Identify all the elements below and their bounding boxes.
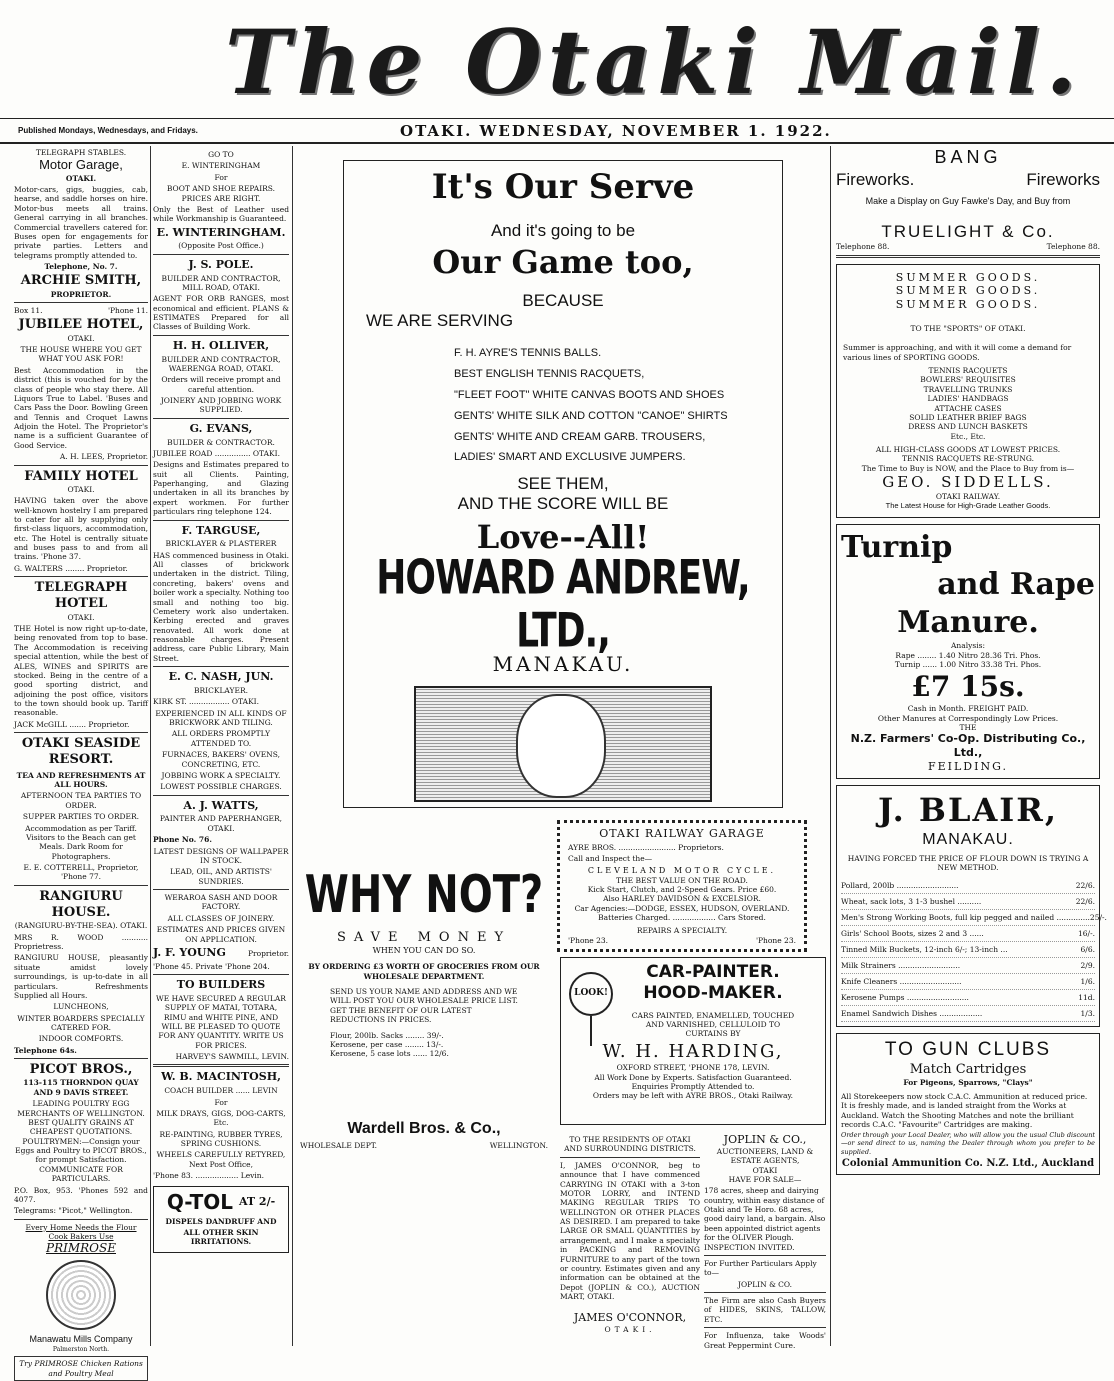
ad-telephone: Telephone 88. (1046, 242, 1100, 252)
price-item: Flour, 200lb. Sacks ........ 39/-. (330, 1030, 444, 1040)
ad-name: H. H. OLLIVER, (172, 338, 270, 352)
ad-line: Analysis: (951, 641, 985, 651)
ad-subtitle: Match Cartridges (909, 1062, 1027, 1078)
ad-line: AND THE SCORE WILL BE (457, 494, 669, 514)
masthead (0, 0, 1114, 120)
ad-fireworks (836, 146, 1100, 252)
ad-headline: Turnip (841, 529, 953, 565)
column-1 (14, 148, 148, 1381)
summer-item: ATTACHE CASES (934, 403, 1002, 413)
ad-headline: Love--All! (476, 518, 650, 557)
ad-line: THE BEST VALUE ON THE ROAD. (616, 875, 748, 885)
ad-name: F. TARGUSE, (181, 523, 261, 537)
ad-line: BOOT AND SHOE REPAIRS. PRICES ARE RIGHT. (166, 184, 276, 203)
ad-name: GEO. SIDDELLS. (882, 473, 1054, 492)
price-value: 6/6. (1080, 945, 1095, 955)
ad-item: LADIES' SMART AND EXCLUSIVE JUMPERS. (454, 451, 686, 464)
ad-telephone: Telephone, No. 7. (44, 262, 118, 271)
summer-item: LADIES' HANDBAGS (927, 394, 1009, 404)
ad-line: SUPPER PARTIES TO ORDER. (22, 812, 140, 822)
ad-line: TENNIS RACQUETS RE-STRUNG. (902, 454, 1034, 464)
ad-proprietor: AYRE BROS. ........................ Proprietors. (568, 842, 724, 852)
price-label: Milk Strainers .......................... (841, 961, 961, 971)
price-list (330, 1031, 548, 1059)
ad-location: OTAKI. (604, 1325, 656, 1335)
ad-subtitle: PAINTER AND PAPERHANGER, OTAKI. (159, 814, 283, 833)
ad-line: REPAIRS A SPECIALTY. (636, 926, 728, 936)
ad-line: Orders may be left with AYRE BROS., Otaki Railway. (592, 1091, 794, 1101)
ad-subtitle: BRICKLAYER. (193, 685, 248, 695)
ad-subtitle: BUILDER AND CONTRACTOR, WAERENGA ROAD, OTAKI. (161, 354, 281, 373)
summer-item: DRESS AND LUNCH BASKETS (908, 422, 1028, 432)
ad-body: CARS PAINTED, ENAMELLED, TOUCHED AND VARNISHED, CELLULOID TO CURTAINS BY (631, 1010, 795, 1039)
ad-line: WINTER BOARDERS SPECIALLY CATERED FOR. (17, 1013, 145, 1032)
ad-line: JOINERY AND JOBBING WORK SUPPLIED. (160, 396, 282, 415)
ad-line: INDOOR COMFORTS. (38, 1034, 124, 1044)
price-row (841, 878, 1095, 894)
ad-body: HAVING taken over the above well-known hostelry I am prepared to cater for all by supplying only first-class liquors, accommodation, etc. The Hotel is centrally situate and buses pass to and from all trains. 'Phone 37. (14, 496, 148, 562)
ad-footer: For Influenza, take Woods' Great Peppermint Cure. (704, 1331, 826, 1350)
dateline (0, 118, 1114, 144)
ad-phone: 'Phone 45. Private 'Phone 204. (153, 961, 270, 971)
ad-line: LATEST DESIGNS OF WALLPAPER IN STOCK. (153, 846, 289, 865)
ad-line: WE ARE SERVING (366, 311, 514, 330)
ad-line: SAVE MONEY (336, 930, 512, 945)
ad-subtitle: BRICKLAYER & PLASTERER (165, 539, 277, 549)
summer-item: TRAVELLING TRUNKS (923, 384, 1013, 394)
ad-body: All Storekeepers now stock C.A.C. Ammunition at reduced price. It is freshly made, and is landed straight from the Works at Auckland. Watch the Shooting Matches and note the brilliant records C.A.C. "Favourite" Cartridges are making. (841, 1091, 1088, 1129)
ad-headline: Fireworks. (836, 169, 915, 189)
ad-line: CLEVELAND MOTOR CYCLE. (587, 865, 777, 875)
ad-line: Other Manures at Correspondingly Low Prices. (877, 713, 1059, 723)
ad-item: GENTS' WHITE AND CREAM GARB. TROUSERS, (454, 430, 706, 443)
ad-body: THE Hotel is now right up-to-date, being renovated from top to base. The Accommodation is receiving special attention, while the best of ALES, WINES and SPIRITS are stocked. Being in the centre of a good sporting district, and adjoining the post office, visitors to the town should book up. Tariff reasonable. (14, 624, 148, 718)
firm-name: TRUELIGHT & Co. (881, 222, 1055, 241)
ad-price: £7 15s. (911, 670, 1025, 704)
firm-name: N.Z. Farmers' Co-Op. Distributing Co., Ltd., (850, 732, 1086, 760)
ad-location: OTAKI. (67, 612, 95, 622)
house-title: RANGIURU HOUSE. (39, 888, 123, 920)
ad-line: The Time to Buy is NOW, and the Place to Buy from is— (861, 463, 1075, 473)
ad-railway-garage (557, 820, 807, 952)
face-illustration (414, 686, 712, 802)
ad-line: WHEELS CAREFULLY RETYRED, Next Post Office, (156, 1150, 286, 1169)
ad-heading: HAVING FORCED THE PRICE OF FLOUR DOWN IS TRYING A NEW METHOD. (847, 853, 1089, 872)
ad-line: For (214, 172, 228, 182)
ad-line: ALL ORDERS PROMPTLY ATTENDED TO. (171, 729, 271, 748)
analysis-row: Rape ........ 1.40 Nitro 28.36 Tri. Phos. (895, 650, 1041, 660)
summer-item: SOLID LEATHER BRIEF BAGS (909, 412, 1027, 422)
analysis-row: Turnip ...... 1.00 Nitro 33.38 Tri. Phos. (894, 659, 1042, 669)
ad-line: And it's going to be (490, 221, 636, 240)
ad-headline: BANG (934, 147, 1002, 167)
ad-line: The Firm are also Cash Buyers of HIDES, SKINS, TALLOW, ETC. (704, 1296, 826, 1324)
ad-line: TO THE "SPORTS" OF OTAKI. (910, 323, 1026, 333)
ad-heading: TELEGRAPH STABLES. (35, 148, 127, 157)
ad-body: AGENT FOR ORB RANGES, most economical and efficient. PLANS & ESTIMATES Prepared for all Classes of Building Work. (153, 294, 289, 332)
ad-item: BEST ENGLISH TENNIS RACQUETS, (454, 367, 645, 380)
ad-telephone: Telephone 88. (836, 242, 890, 252)
ad-name: J. S. POLE. (188, 257, 254, 271)
ad-signature: HARVEY'S SAWMILL, LEVIN. (175, 1052, 289, 1061)
ad-location: OTAKI (752, 1165, 778, 1175)
ad-proprietress: MRS R. WOOD ........... Proprietress. (14, 932, 148, 951)
flour-sack-emblem (46, 1260, 116, 1330)
ad-title: OTAKI RAILWAY GARAGE (599, 827, 765, 840)
ad-line: ESTIMATES AND PRICES GIVEN ON APPLICATION. (156, 925, 286, 944)
ad-name: JOPLIN & CO., (723, 1133, 807, 1146)
price-label: Wheat, sack lots, 3 1-3 bushel .......... (841, 897, 982, 907)
firm-name: Colonial Ammunition Co. N.Z. Ltd., Auckland (841, 1157, 1095, 1169)
ad-line: DISPELS DANDRUFF AND (165, 1216, 277, 1226)
ad-line: SUMMER GOODS. (895, 298, 1041, 312)
picot-title: PICOT BROS., (29, 1062, 133, 1078)
ad-body: HAS commenced business in Otaki. All classes of brickwork undertaken in the district. Tiling, concreting, bakers' ovens and boiler work a specialty. Nothing too small and nothing too big. Cemetery work also undertaken. Kerbing erected and graves renovated. All work done at reasonable charges. Present address, care Public Library, Main Street. (153, 550, 289, 663)
ad-body: Motor-cars, gigs, buggies, cab, hearse, and saddle horses on hire. Motor-bus meets all trains. General carrying in all branches. Commercial travellers catered for. Buses open for engagements for private parties. Letters and telegrams promptly attended to. (14, 185, 148, 260)
ad-line: Cook Bakers Use (48, 1232, 114, 1241)
ad-headline: and Rape (937, 567, 1095, 603)
firm-city: WELLINGTON. (489, 1140, 548, 1150)
ad-primrose (14, 1223, 148, 1381)
ad-joplin (704, 1133, 826, 1352)
ad-line: LUNCHEONS, (53, 1002, 109, 1012)
ad-subtitle: COACH BUILDER ...... LEVIN (164, 1086, 278, 1096)
hotel-title: TELEGRAPH HOTEL (34, 580, 128, 612)
ad-body: SEND US YOUR NAME AND ADDRESS AND WE WILL POST YOU OUR WHOLESALE PRICE LIST. GET THE BENEFIT OF OUR LATEST REDUCTIONS IN PRICES. (330, 987, 518, 1025)
ad-line: Every Home Needs the Flour (25, 1222, 137, 1232)
ad-address: JUBILEE ROAD ............... OTAKI. (153, 448, 280, 458)
price-label: Tinned Milk Buckets, 12-inch 6/-; 13-inch ... (841, 945, 1008, 955)
price-row (841, 942, 1095, 958)
ad-body: RANGIURU HOUSE, pleasantly situate amidst lovely surroundings, is up-to-date in all particulars. Refreshments Supplied all Hours. (14, 953, 148, 1000)
look-badge: LOOK! (569, 972, 613, 1016)
brand-name: PRIMROSE (46, 1241, 116, 1256)
ad-phone: 'Phone 23. (755, 935, 796, 945)
phone-number: 'Phone 11. (107, 306, 148, 315)
ad-oconnor (560, 1133, 700, 1335)
ad-line: GO TO (208, 150, 234, 159)
hotel-title: JUBILEE HOTEL, (18, 317, 144, 333)
ad-blair (836, 785, 1107, 1028)
ad-summer-goods (836, 264, 1100, 518)
publication-days: Published Mondays, Wednesdays, and Fridays. (18, 126, 198, 135)
ad-phone: 'Phone 23. (568, 935, 609, 945)
ad-line: For Pigeons, Sparrows, "Clays" (903, 1078, 1033, 1088)
price-value: 22/6. (1075, 897, 1095, 907)
ad-subtitle: (RANGIURU-BY-THE-SEA). OTAKI. (14, 921, 148, 931)
price-label: Enamel Sandwich Dishes .................. (841, 1009, 983, 1019)
ad-signature: JACK McGILL ....... Proprietor. (14, 719, 130, 729)
ad-location: OTAKI. (67, 333, 95, 343)
ad-phone: Phone No. 76. (153, 835, 212, 845)
company-location: Palmerston North. (52, 1345, 110, 1353)
ad-line: Cash in Month. FREIGHT PAID. (907, 704, 1029, 714)
ad-body: WE HAVE SECURED A REGULAR SUPPLY OF MATAI, TOTARA, RIMU and WHITE PINE, AND WILL BE PLEASED TO QUOTE FOR ANY QUANTITY. WRITE US FOR PRICES. (156, 993, 286, 1050)
price-row (841, 1006, 1095, 1022)
ad-headline: Our Game too, (432, 243, 694, 281)
column-right (836, 146, 1107, 1175)
ad-footer: The Latest House for High-Grade Leather Goods. (885, 501, 1051, 511)
ad-phone: 'Phone 83. .................. Levin. (153, 1171, 264, 1181)
ad-howard-andrew (343, 160, 783, 808)
price-row (841, 910, 1107, 926)
ad-item-list (454, 343, 782, 468)
ad-line: EXPERIENCED IN ALL KINDS OF BRICKWORK AND TILING. (155, 708, 287, 727)
ad-title: TO BUILDERS (176, 978, 266, 991)
ad-role: PROPRIETOR. (50, 289, 112, 299)
hotel-title: FAMILY HOTEL (24, 468, 138, 484)
ad-subtitle: AUCTIONEERS, LAND & ESTATE AGENTS, (716, 1146, 814, 1166)
painter-address: OXFORD STREET, 'PHONE 178, LEVIN. (616, 1063, 770, 1073)
price-row (841, 926, 1095, 942)
ad-name: A. J. WATTS, (183, 798, 259, 812)
ad-body: Only the Best of Leather used while Workmanship is Guaranteed. (153, 204, 289, 224)
product-name: Q-TOL (166, 1189, 233, 1214)
ad-title: Motor Garage, (39, 157, 123, 173)
ad-headline: J. BLAIR, (877, 790, 1058, 829)
price-value: 2/9. (1080, 961, 1095, 971)
ad-headline: Manure. (897, 604, 1039, 640)
face-icon (516, 694, 606, 798)
price-label: Men's Strong Working Boots, full kip pegged and nailed .............. (841, 913, 1090, 923)
ad-line: All Work Done by Experts. Satisfaction Guaranteed. (594, 1072, 792, 1082)
ad-body: Best Accommodation in the district (this is vouched for by the class of people who stay there. All Liquors True to Label. 'Buses and Cars Pass the Door. Bowling Green and Tennis and Croquet Lawns Adjoin the Hotel. The Proprietor's name is a sufficient Guarantee of Good Service. (14, 365, 148, 450)
ad-heading: TO THE RESIDENTS OF OTAKI AND SURROUNDING DISTRICTS. (564, 1135, 696, 1154)
ad-role: Proprietor. (247, 948, 289, 958)
summer-items (843, 366, 1093, 441)
price-value: 1/6. (1080, 977, 1095, 987)
ad-subtitle: TEA AND REFRESHMENTS AT ALL HOURS. (16, 770, 146, 789)
ad-address: KIRK ST. ................. OTAKI. (153, 697, 260, 707)
price-value: 11d. (1078, 993, 1095, 1003)
ad-line: FURNACES, BAKERS' OVENS, CONCRETING, ETC. (162, 750, 280, 769)
column-2 (153, 148, 289, 1253)
badge-pointer (590, 1016, 592, 1046)
company-name: Manawatu Mills Company (29, 1334, 133, 1345)
column-divider (292, 146, 293, 1346)
ad-line: BECAUSE (522, 291, 604, 310)
ad-item: GENTS' WHITE SILK AND COTTON "CANOE" SHIRTS (454, 409, 728, 422)
ad-headline: HOOD-MAKER. (643, 983, 783, 1004)
ad-subtitle: (Opposite Post Office.) (178, 241, 264, 251)
price-label: Knife Cleaners .......................... (841, 977, 962, 987)
ad-line: ALL OTHER SKIN IRRITATIONS. (183, 1227, 259, 1247)
ad-line: SEE THEM, (517, 474, 609, 494)
ad-subtitle: BUILDER AND CONTRACTOR, MILL ROAD, OTAKI. (161, 273, 281, 292)
price-value: 22/6. (1075, 881, 1095, 891)
ad-telegraph-stables (14, 148, 148, 183)
ad-body: LEADING POULTRY EGG MERCHANTS OF WELLINGTON. BEST QUALITY GRAINS AT CHEAPEST QUOTATIONS. POULTRYMEN:—Consign your Eggs and Poultry to PICOT BROS., for prompt Satisfaction. COMMUNICATE FOR PARTICULARS. (15, 1099, 147, 1184)
firm-town: MANAKAU. (492, 652, 634, 677)
price-row (841, 894, 1095, 910)
ad-line: THE (959, 723, 977, 732)
ad-line: Batteries Charged. .................. Cars Stored. (598, 913, 766, 922)
ad-body: Orders will receive prompt and careful attention. (161, 375, 281, 394)
ad-name: W. B. MACINTOSH, (161, 1070, 281, 1084)
ad-line: Make a Display on Guy Fawke's Day, and Buy from (865, 195, 1071, 206)
ad-wardell (300, 865, 548, 1150)
summer-item: Etc., Etc. (950, 431, 986, 441)
ad-headline: TO GUN CLUBS (884, 1039, 1052, 1061)
price-item: Kerosene, per case ........ 13/-. (330, 1039, 444, 1049)
ad-line: AFTERNOON TEA PARTIES TO ORDER. (20, 791, 142, 810)
ad-line: For (214, 1097, 228, 1107)
ad-address: 113-115 THORNDON QUAY AND 9 DAVIS STREET. (23, 1078, 139, 1097)
firm-name: Wardell Bros. & Co., (347, 1119, 501, 1137)
issue-date: OTAKI. WEDNESDAY, NOVEMBER 1. 1922. (400, 122, 832, 140)
ad-signature: G. WALTERS ........ Proprietor. (14, 563, 128, 573)
ad-address: OTAKI RAILWAY. (935, 491, 1001, 501)
ad-name: J. F. YOUNG (153, 945, 226, 959)
ad-telephone: Telephone 64s. (14, 1045, 77, 1055)
ad-line: LOWEST POSSIBLE CHARGES. (160, 782, 282, 792)
ad-body: I, JAMES O'CONNOR, beg to announce that I have commenced CARRYING IN OTAKI with a 3-ton MOTOR LORRY, and INTEND MAKING REGULAR TRIPS TO WELLINGTON OR OTHER PLACES AS DESIRED. I am prepared to take LARGE OR SMALL QUANTITIES by arrangement, and I make a specialty in PACKING and REMOVING FURNITURE to any part of the town or country. Estimates given and any information can be obtained at the Depot (JOPLIN & CO.), AUCTION MART, OTAKI. (560, 1160, 700, 1301)
ad-car-painter (560, 957, 826, 1125)
ad-name: G. EVANS, (189, 421, 253, 435)
ad-line: RE-PAINTING, RUBBER TYRES, SPRING CUSHIONS. (159, 1129, 283, 1148)
ad-qtol (153, 1186, 289, 1253)
ad-line: HAVE FOR SALE— (728, 1174, 802, 1184)
ad-name: ARCHIE SMITH, (20, 273, 142, 289)
ad-line: ALL CLASSES OF JOINERY. (167, 913, 275, 923)
painter-name: W. H. HARDING, (602, 1040, 784, 1062)
price-row (841, 974, 1095, 990)
ad-headline: WHY NOT? (304, 865, 544, 925)
summer-item: TENNIS RACQUETS (928, 366, 1008, 375)
ad-subtitle: BUILDER & CONTRACTOR. (167, 437, 275, 447)
price-list (841, 878, 1107, 1022)
price-value: 16/-. (1078, 929, 1095, 939)
ad-line: Call and Inspect the— (568, 854, 653, 864)
firm-dept: WHOLESALE DEPT. (300, 1140, 378, 1150)
ad-footer: Try PRIMROSE Chicken Rations and Poultry Meal (14, 1356, 148, 1381)
ad-line: MILK DRAYS, GIGS, DOG-CARTS, Etc. (156, 1108, 286, 1128)
ad-location: OTAKI. (67, 484, 95, 494)
firm-town: FEILDING. (928, 759, 1008, 773)
ad-signature: A. H. LEES, Proprietor. (59, 452, 148, 462)
ad-location: OTAKI. (65, 173, 97, 183)
ad-name: E. WINTERINGHAM. (156, 225, 286, 239)
ad-line: WHEN YOU CAN DO SO. (372, 946, 476, 956)
ad-line: WERAROA SASH AND DOOR FACTORY. (164, 893, 278, 912)
ad-tagline: THE HOUSE WHERE YOU GET WHAT YOU ASK FOR! (20, 345, 142, 364)
firm-name: HOWARD ANDREW, LTD., (376, 552, 750, 659)
column-divider (150, 146, 151, 1346)
ad-body: Accommodation as per Tariff. Visitors to the Beach can get Meals. Dark Room for Photographers. (25, 823, 137, 861)
price-row (841, 990, 1095, 1006)
price-value: 1/3. (1080, 1009, 1095, 1019)
price-item: Kerosene, 5 case lots ...... 12/6. (330, 1049, 449, 1059)
ad-line: ALL HIGH-CLASS GOODS AT LOWEST PRICES. (875, 445, 1061, 454)
ad-line: Enquiries Promptly Attended to. (631, 1081, 755, 1091)
price-row (841, 958, 1095, 974)
ad-item: F. H. AYRE'S TENNIS BALLS. (454, 347, 602, 359)
box-number: Box 11. (14, 306, 43, 315)
ad-body: 178 acres, sheep and dairying country, within easy distance of Otaki and Te Horo. 68 acres, good dairy land, a bargain. Also been appointed district agents for the OLIVER Plough. INSPECTION INVITED. (704, 1186, 826, 1252)
ad-line: Kick Start, Clutch, and 2-Speed Gears. Price £60. (587, 884, 777, 894)
ad-signature: E. E. COTTERELL, Proprietor, 'Phone 77. (23, 863, 139, 882)
ad-name: JAMES O'CONNOR, (573, 1311, 687, 1325)
ad-line: Car Agencies:—DODGE, ESSEX, HUDSON, OVERLAND. (574, 903, 790, 913)
ad-headline: CAR-PAINTER. (646, 962, 780, 982)
ad-gun-clubs (836, 1033, 1100, 1175)
resort-title: OTAKI SEASIDE RESORT. (21, 736, 141, 768)
price-label: Pollard, 200lb .......................... (841, 881, 959, 891)
ad-line: E. WINTERINGHAM (181, 161, 261, 171)
ad-location: MANAKAU. (922, 830, 1014, 848)
ad-name: E. C. NASH, JUN. (168, 670, 274, 684)
ad-headline: It's Our Serve (431, 167, 695, 207)
ad-body: Summer is approaching, and with it will come a demand for various lines of SPORTING GOODS. (843, 343, 1072, 362)
ad-headline: Fireworks (1026, 169, 1100, 189)
ad-line: Order through your Local Dealer, who will allow you the usual Club discount—or send direct to us, naming the Dealer through whom you prefer to be supplied. (841, 1131, 1095, 1156)
price-label: Girls' School Boots, sizes 2 and 3 ...... (841, 929, 984, 939)
ad-line: For Further Particulars Apply to— (704, 1258, 817, 1278)
ad-telegrams: Telegrams: "Picot," Wellington. (14, 1206, 133, 1216)
ad-item: "FLEET FOOT" WHITE CANVAS BOOTS AND SHOES (454, 388, 725, 401)
ad-po-box: P.O. Box, 953. 'Phones 592 and 4077. (14, 1185, 148, 1204)
ad-line: SUMMER GOODS. (895, 270, 1041, 284)
ad-line: Also HARLEY DAVIDSON & EXCELSIOR. (603, 894, 761, 904)
price-value: 25/-. (1089, 913, 1107, 923)
ad-body: Designs and Estimates prepared to suit all Clients. Painting, Paperhanging, and Glazing undertaken in all its branches by expert workmen. For further particulars ring telephone 124. (153, 460, 289, 517)
newspaper-title: The Otaki Mail. (225, 10, 1083, 114)
ad-signature: JOPLIN & CO. (738, 1279, 792, 1289)
price-label: Kerosene Pumps .......................... (841, 993, 969, 1003)
ad-body: BY ORDERING £3 WORTH OF GROCERIES FROM OUR WHOLESALE DEPARTMENT. (308, 962, 540, 981)
ad-line: LEAD, OIL, AND ARTISTS' SUNDRIES. (170, 867, 272, 886)
ad-line: SUMMER GOODS. (895, 284, 1041, 298)
summer-item: BOWLERS' REQUISITES (920, 375, 1016, 385)
ad-manure (836, 524, 1100, 779)
product-price: AT 2/- (238, 1195, 276, 1209)
column-divider (830, 146, 831, 1346)
ad-line: JOBBING WORK A SPECIALTY. (161, 770, 281, 780)
